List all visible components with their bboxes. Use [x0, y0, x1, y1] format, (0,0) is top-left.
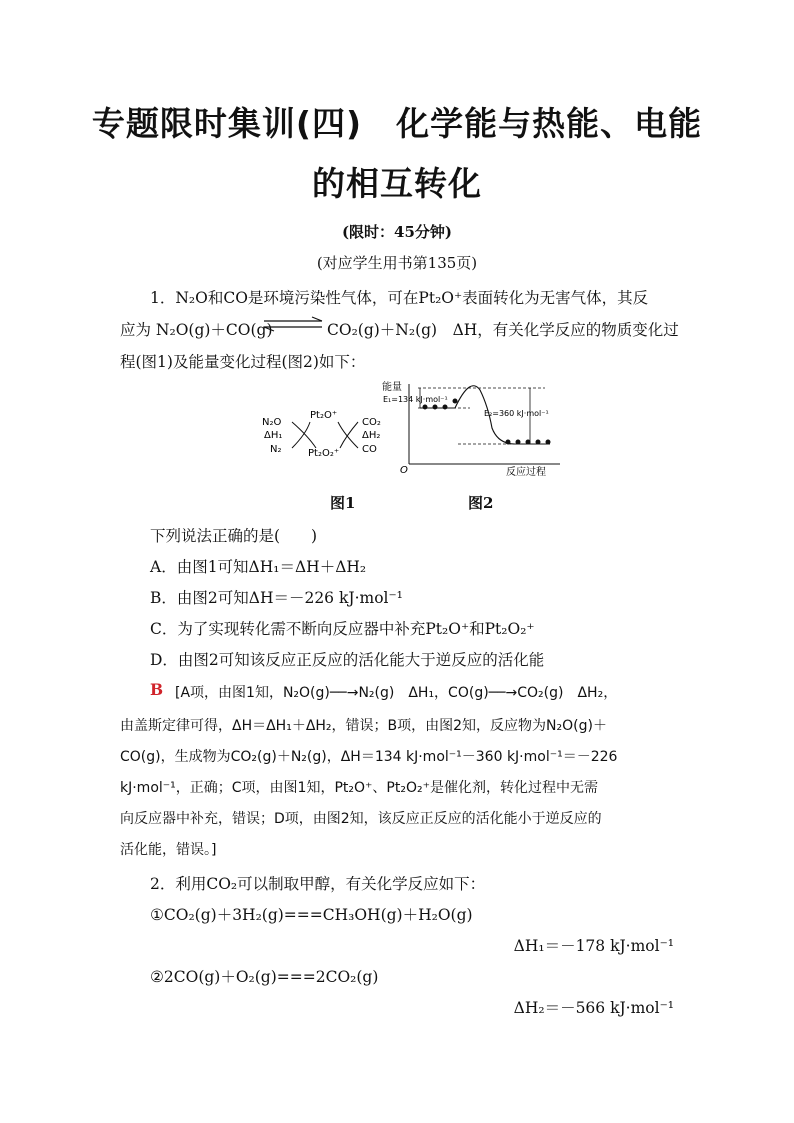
explanation-line5: 向反应器中补充，错误；D项，由图2知，该反应正反应的活化能小于逆反应的: [120, 811, 602, 827]
fig1-dh2: ΔH₂: [362, 430, 381, 441]
fig1-n2o: N₂O: [262, 417, 282, 428]
fig2-e2-label: E₂=360 kJ·mol⁻¹: [484, 409, 549, 418]
option-b: B．由图2可知ΔH＝－226 kJ·mol⁻¹: [150, 589, 403, 607]
fig1-left-arc-2: [292, 422, 310, 448]
figure-2-energy-diagram: [380, 378, 565, 478]
q1-line1: 1．N₂O和CO是环境污染性气体，可在Pt₂O⁺表面转化为无害气体，其反: [150, 289, 649, 307]
q2-dh1: ΔH₁＝－178 kJ·mol⁻¹: [513, 937, 674, 955]
q2-reaction-2: ②2CO(g)＋O₂(g)===2CO₂(g): [150, 968, 379, 986]
option-a: A．由图1可知ΔH₁＝ΔH＋ΔH₂: [150, 558, 367, 576]
fig2-dot: [423, 405, 428, 410]
fig1-dh1: ΔH₁: [264, 430, 283, 441]
explanation-line4: kJ·mol⁻¹，正确；C项，由图1知，Pt₂O⁺、Pt₂O₂⁺是催化剂，转化过程中无需: [120, 780, 598, 796]
book-reference: (对应学生用书第135页): [316, 254, 478, 272]
reversible-arrow-icon: [262, 316, 326, 332]
fig2-dot: [546, 440, 551, 445]
answer-letter: B: [150, 680, 164, 699]
fig2-dot: [443, 405, 448, 410]
fig1-right-arc-2: [340, 422, 358, 448]
figure-1-caption: 图1: [330, 494, 356, 512]
explanation-line1: [A项，由图1知，N₂O(g)──→N₂(g) ΔH₁，CO(g)──→CO₂(g) ΔH₂，: [175, 685, 618, 701]
q2-dh2: ΔH₂＝－566 kJ·mol⁻¹: [513, 999, 674, 1017]
time-limit: (限时：45分钟): [341, 223, 453, 241]
fig1-co2: CO₂: [362, 417, 381, 428]
q1-line2-b: CO₂(g)＋N₂(g) ΔH，有关化学反应的物质变化过: [327, 321, 679, 339]
q1-line3: 程(图1)及能量变化过程(图2)如下：: [120, 353, 366, 371]
option-c: C．为了实现转化需不断向反应器中补充Pt₂O⁺和Pt₂O₂⁺: [150, 620, 535, 638]
q1-prompt: 下列说法正确的是( ): [150, 527, 318, 545]
figure-1-cycle: [258, 400, 393, 470]
q2-intro: 2．利用CO₂可以制取甲醇，有关化学反应如下：: [150, 875, 486, 893]
explanation-line6: 活化能，错误。]: [120, 842, 217, 858]
fig2-dot: [536, 440, 541, 445]
fig2-dot: [526, 440, 531, 445]
fig2-dot: [516, 440, 521, 445]
fig2-y-label: 能量: [382, 382, 402, 393]
fig2-e1-label: E₁=134 kJ·mol⁻¹: [383, 395, 448, 404]
fig1-n2: N₂: [270, 444, 282, 455]
fig2-dot: [433, 405, 438, 410]
q2-reaction-1: ①CO₂(g)＋3H₂(g)===CH₃OH(g)＋H₂O(g): [150, 906, 473, 924]
fig2-x-label: 反应过程: [506, 467, 546, 478]
option-d: D．由图2可知该反应正反应的活化能大于逆反应的活化能: [150, 651, 545, 669]
figure-2-caption: 图2: [468, 494, 494, 512]
fig2-dot: [453, 399, 458, 404]
fig1-pt2o-plus: Pt₂O⁺: [310, 410, 338, 421]
fig1-pt2o2-plus: Pt₂O₂⁺: [308, 448, 340, 459]
fig2-origin: O: [400, 465, 408, 476]
fig2-dot: [506, 440, 511, 445]
page-title-line1: 专题限时集训(四) 化学能与热能、电能: [91, 104, 703, 143]
page-title-line2: 的相互转化: [312, 164, 482, 203]
fig1-co: CO: [362, 444, 377, 455]
explanation-line2: 由盖斯定律可得，ΔH＝ΔH₁＋ΔH₂，错误；B项，由图2知，反应物为N₂O(g)＋: [120, 718, 607, 734]
explanation-line3: CO(g)，生成物为CO₂(g)＋N₂(g)，ΔH＝134 kJ·mol⁻¹－360 kJ·mol⁻¹＝－226: [120, 749, 618, 765]
q1-line2-a: 应为 N₂O(g)＋CO(g): [120, 321, 273, 339]
